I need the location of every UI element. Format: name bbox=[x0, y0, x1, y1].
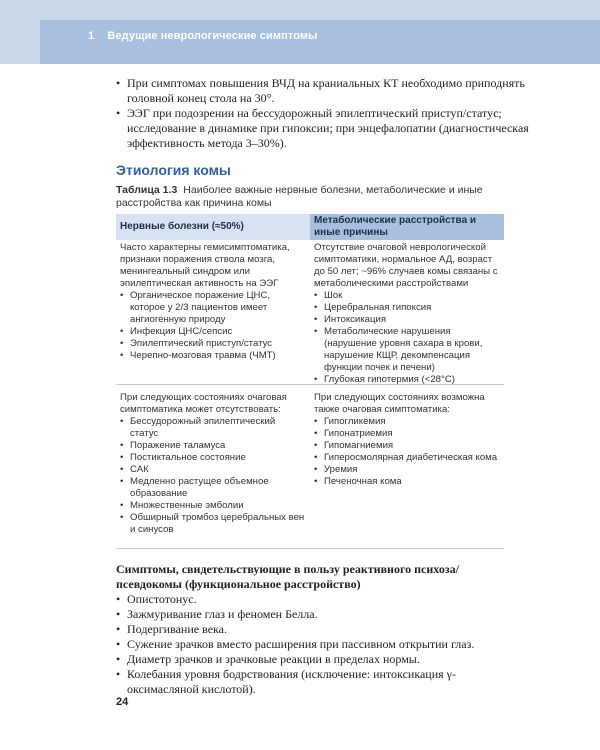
list-item: • При симптомах повышения ВЧД на краниальных КТ необходимо приподнять головной конец стола на 30°. bbox=[116, 76, 525, 105]
list-item: • Интоксикация bbox=[314, 314, 387, 325]
section-title: Этиология комы bbox=[116, 162, 231, 178]
left-intro: При следующих состояниях очаговая симптоматика может отсутствовать: bbox=[120, 392, 287, 415]
table-header bbox=[116, 214, 504, 240]
list-item: • Шок bbox=[314, 290, 343, 301]
list-item: • Опистотонус. bbox=[116, 592, 197, 606]
list-item: • Подергивание века. bbox=[116, 622, 227, 636]
reactive-symptom-list bbox=[116, 592, 516, 697]
right-column bbox=[310, 242, 504, 386]
running-header bbox=[88, 30, 318, 42]
left-intro: Часто характерны гемисимптоматика, признаки поражения ствола мозга, менингеальный синдром или эпилептическая активность на ЭЭГ bbox=[120, 242, 290, 289]
list-item: • Зажмуривание глаз и феномен Белла. bbox=[116, 607, 318, 621]
list-item: • Множественные эмболии bbox=[120, 500, 244, 511]
table-caption bbox=[116, 184, 516, 210]
table-bottom-rule bbox=[116, 548, 504, 549]
list-item: • Церебральная гипоксия bbox=[314, 302, 432, 313]
list-item: • Органическое поражение ЦНС, которое у 2/3 пациентов имеет ангиогенную природу bbox=[120, 290, 271, 325]
list-item: • Постиктальное состояние bbox=[120, 452, 246, 463]
table-block-2 bbox=[116, 392, 504, 536]
list-item: • ЭЭГ при подозрении на бессудорожный эпилептический приступ/статус; исследование в динамике при гипоксии; при энцефалопатии (диагностическая эффективность метода 3–30%). bbox=[116, 106, 529, 150]
list-item: • Бессудорожный эпилептический статус bbox=[120, 416, 276, 439]
list-item: • Уремия bbox=[314, 464, 358, 475]
right-intro: Отсутствие очаговой неврологической симптоматики, нормальное АД, возраст до 50 лет; ~96% случаев комы связаны с метаболическими расстройствами bbox=[314, 242, 498, 289]
table-divider bbox=[116, 384, 504, 385]
page-number: 24 bbox=[116, 696, 129, 708]
right-intro: При следующих состояниях возможна также очаговая симптоматика: bbox=[314, 392, 485, 415]
list-item: • Медленно растущее объемное образование bbox=[120, 476, 269, 499]
list-item: • Инфекция ЦНС/сепсис bbox=[120, 326, 233, 337]
list-item: • САК bbox=[120, 464, 149, 475]
list-item: • Сужение зрачков вместо расширения при пассивном открытии глаз. bbox=[116, 637, 475, 651]
list-item: • Гипогликемия bbox=[314, 416, 386, 427]
chapter-title: Ведущие неврологические симптомы bbox=[107, 30, 318, 42]
list-item: • Эпилептический приступ/статус bbox=[120, 338, 273, 349]
list-item: • Глубокая гипотермия (<28°C) bbox=[314, 374, 455, 385]
list-item: • Гиперосмолярная диабетическая кома bbox=[314, 452, 498, 463]
left-column bbox=[116, 242, 310, 386]
right-column bbox=[310, 392, 504, 536]
list-item: • Метаболические нарушения (нарушение уровня сахара в крови, нарушение КЩР, декомпенсация функции почек и печени) bbox=[314, 326, 483, 373]
table-label: Таблица 1.3 bbox=[116, 184, 178, 196]
header-nervous-diseases: Нервные болезни (≈50%) bbox=[116, 214, 310, 240]
list-item: • Диаметр зрачков и зрачковые реакции в пределах нормы. bbox=[116, 652, 420, 666]
header-metabolic: Метаболические расстройства и иные причины bbox=[310, 214, 504, 240]
list-item: • Печеночная кома bbox=[314, 476, 402, 487]
list-item: • Гипонатриемия bbox=[314, 428, 393, 439]
reactive-psychosis-heading: Симптомы, свидетельствующие в пользу реактивного психоза/ псевдокомы (функциональное расстройство) bbox=[116, 562, 459, 591]
table-caption-text: Наиболее важные нервные болезни, метаболические и иные расстройства как причина комы bbox=[116, 184, 483, 209]
top-bullet-list bbox=[116, 76, 536, 151]
list-item: • Колебания уровня бодрствования (исключение: интоксикация γ-оксимасляной кислотой). bbox=[116, 667, 456, 696]
chapter-number: 1 bbox=[88, 30, 95, 42]
list-item: • Гипомагниемия bbox=[314, 440, 394, 451]
etiology-table bbox=[116, 214, 504, 535]
list-item: • Черепно-мозговая травма (ЧМТ) bbox=[120, 350, 276, 361]
list-item: • Обширный тромбоз церебральных вен и синусов bbox=[120, 512, 305, 535]
list-item: • Поражение таламуса bbox=[120, 440, 226, 451]
table-block-1 bbox=[116, 242, 504, 386]
header-bar bbox=[40, 20, 600, 64]
left-column bbox=[116, 392, 310, 536]
